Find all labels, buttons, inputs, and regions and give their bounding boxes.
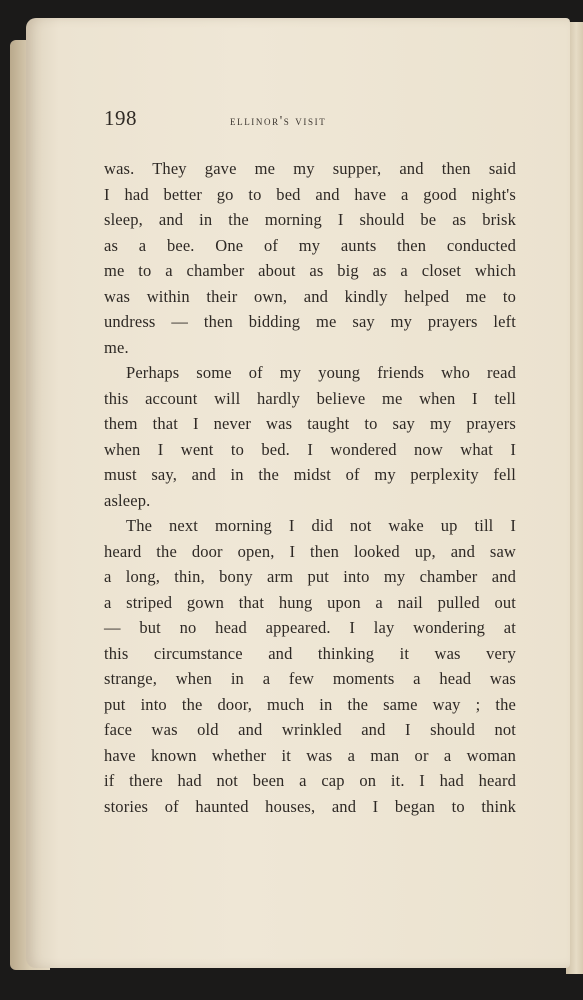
text-line: I had better go to bed and have a good night's — [104, 184, 516, 204]
paragraph-1 — [104, 156, 516, 360]
text-line: The next morning I did not wake up till I — [126, 516, 516, 535]
paragraph-3 — [104, 513, 516, 819]
text-line: sleep, and in the morning I should be as brisk — [104, 210, 516, 229]
text-line: when I went to bed. I wondered now what I — [104, 439, 516, 459]
text-line: as a bee. One of my aunts then conducted — [104, 235, 516, 255]
page-number: 198 — [104, 106, 137, 130]
running-title: ellinor's visit — [230, 113, 327, 128]
text-line: if there had not been a cap on it. I had heard — [104, 771, 516, 790]
paragraph-2 — [104, 360, 516, 513]
text-line: stories of haunted houses, and I began to think — [104, 796, 516, 816]
text-line: was within their own, and kindly helped me to — [104, 286, 516, 306]
text-line: Perhaps some of my young friends who read — [126, 363, 516, 382]
body-text — [104, 156, 516, 836]
text-line: this account will hardly believe me when I tell — [104, 388, 516, 408]
text-line: undress — then bidding me say my prayers left — [104, 312, 516, 331]
text-line: have known whether it was a man or a woman — [104, 745, 516, 765]
text-line: me. — [104, 337, 129, 357]
text-line: face was old and wrinkled and I should not — [104, 720, 516, 739]
text-line: strange, when in a few moments a head was — [104, 669, 516, 688]
text-line: asleep. — [104, 490, 151, 510]
text-line: a long, thin, bony arm put into my chamber and — [104, 567, 516, 586]
text-line: was. They gave me my supper, and then said — [104, 159, 516, 178]
text-line: me to a chamber about as big as a closet which — [104, 261, 516, 280]
text-line: put into the door, much in the same way ; the — [104, 694, 516, 714]
text-line: heard the door open, I then looked up, and saw — [104, 541, 516, 561]
page-header — [104, 106, 514, 140]
text-line: this circumstance and thinking it was very — [104, 643, 516, 663]
text-line: must say, and in the midst of my perplexity fell — [104, 465, 516, 484]
text-line: a striped gown that hung upon a nail pulled out — [104, 592, 516, 612]
text-line: them that I never was taught to say my prayers — [104, 414, 516, 433]
text-line: — but no head appeared. I lay wondering at — [104, 618, 516, 637]
